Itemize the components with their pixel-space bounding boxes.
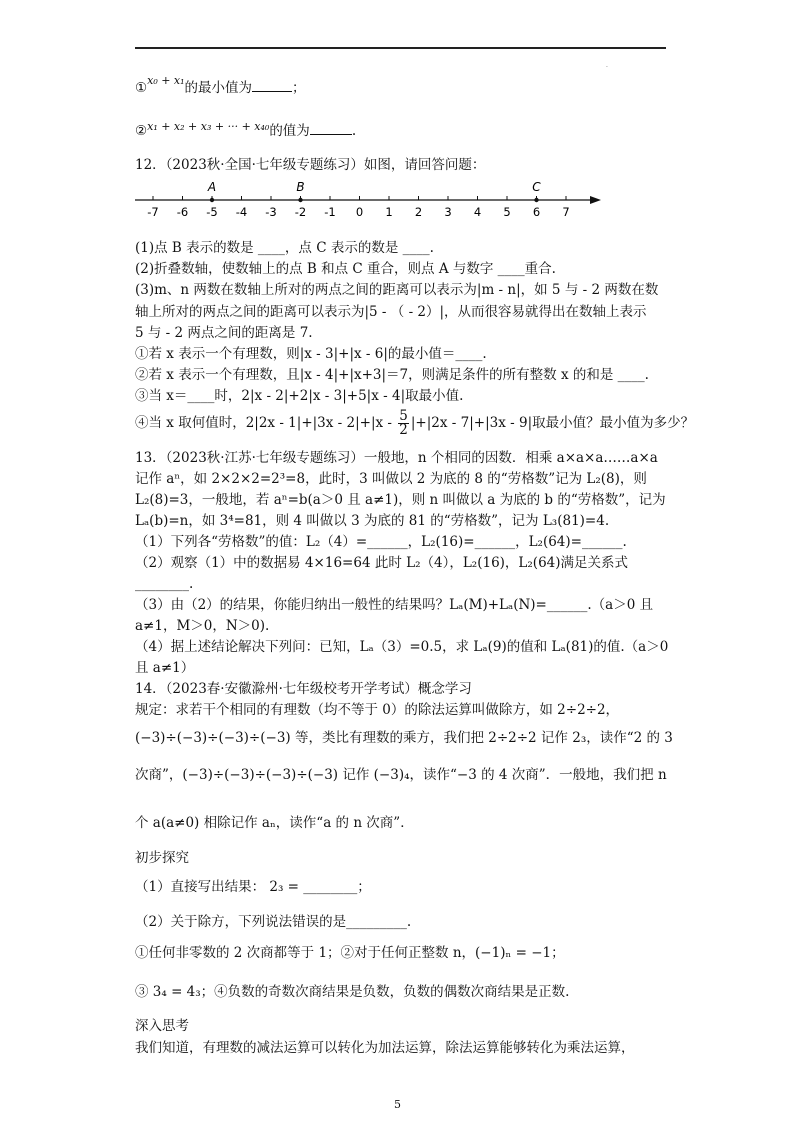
number-line-tick-label: 7 [562, 205, 570, 219]
number-line [135, 175, 605, 223]
q12-sub-2: ②若 x 表示一个有理数，且|x - 4|+|x+3|＝7，则满足条件的所有整数 x 的和是 ____. [135, 367, 649, 383]
q11-item-1-marker: ① [135, 80, 148, 96]
q12-part-2: (2)折叠数轴，使数轴上的点 B 和点 C 重合，则点 A 与数字 ____重合. [135, 261, 556, 277]
q11-item-2-blank[interactable] [310, 120, 352, 135]
q14-line-1: 14．（2023春·安徽滁州·七年级校考开学考试）概念学习 [135, 681, 472, 697]
q13-line-8: （3）由（2）的结果，你能归纳出一般性的结果吗？Lₐ(M)+Lₐ(N)=______.（a＞0 且 [135, 597, 654, 613]
number-line-point-label-a: A [207, 180, 217, 194]
q12-sub-1: ①若 x 表示一个有理数，则|x - 3|+|x - 6|的最小值＝____. [135, 346, 487, 362]
q11-item-2-end: . [351, 123, 357, 139]
q13-line-11: 且 a≠1） [135, 660, 195, 676]
q12-part-3-line-3: 5 与 - 2 两点之间的距离是 7. [135, 325, 313, 341]
q14-section-deep: 深入思考 [135, 1018, 189, 1034]
number-line-tick-label: -4 [235, 205, 248, 219]
q14-line-10: ③ 3₄ = 4₃；④负数的奇数次商结果是负数，负数的偶数次商结果是正数. [135, 984, 570, 1000]
number-line-tick-label: 2 [414, 205, 423, 219]
q12-header: 12．（2023秋·全国·七年级专题练习）如图，请回答问题： [135, 157, 486, 173]
q14-line-12: 我们知道，有理数的减法运算可以转化为加法运算，除法运算能够转化为乘法运算， [135, 1040, 635, 1056]
q11-item-2-text: 的值为 [269, 123, 310, 139]
q14-line-5: 个 a(a≠0) 相除记作 aₙ，读作“a 的 n 次商”． [135, 815, 414, 831]
q13-line-6: （2）观察（1）中的数据易 4×16=64 此时 L₂（4），L₂(16)，L₂(64)满足关系式 [135, 555, 629, 571]
number-line-tick-label: 1 [385, 205, 393, 219]
number-line-point-b [298, 198, 302, 202]
number-line-tick-label: 4 [473, 205, 482, 219]
q13-line-5: （1）下列各“劳格数”的值：L₂（4）=______，L₂(16)=______，L₂(64)=______. [135, 534, 627, 550]
q14-line-3: (−3)÷(−3)÷(−3)÷(−3) 等，类比有理数的乘方，我们把 2÷2÷2 记作 2₃，读作“2 的 3 [135, 730, 673, 746]
number-line-arrow [590, 196, 601, 204]
number-line-point-label-b: B [296, 180, 305, 194]
q12-part-1: (1)点 B 表示的数是 ____，点 C 表示的数是 ____. [135, 240, 434, 256]
q13-line-4: Lₐ(b)=n，如 3⁴=81，则 4 叫做以 3 为底的 81 的“劳格数”，记为 L₃(81)=4. [135, 513, 610, 529]
number-line-tick-label: -3 [265, 205, 277, 219]
q11-item-1-end: ； [292, 80, 306, 96]
q13-line-7: ________. [135, 576, 194, 592]
number-line-tick-label: 3 [444, 205, 452, 219]
q11-item-2-expression: x₁ + x₂ + x₃ + ··· + x₄₀ [147, 120, 270, 133]
q14-line-8: （2）关于除方，下列说法错误的是_________. [135, 914, 412, 930]
fraction-numerator: 5 [399, 408, 408, 424]
q11-item-1-blank[interactable] [252, 77, 292, 92]
q14-line-7: （1）直接写出结果： 2₃ = ________； [135, 879, 371, 895]
q13-line-3: L₂(8)=3，一般地，若 aⁿ=b(a＞0 且 a≠1)，则 n 叫做以 a 为底的 b 的“劳格数”，记为 [135, 492, 666, 508]
q12-part-3-line-2: 轴上所对的两点之间的距离可以表示为|5 - （ - 2）|，从而很容易就得出在数轴上表示 [135, 304, 647, 320]
number-line-tick-label: -2 [294, 205, 307, 219]
number-line-tick-label: 5 [503, 205, 511, 219]
q11-item-1-expression: x₀ + x₁ [147, 74, 185, 87]
q11-item-1 [135, 74, 306, 99]
q13-line-1: 13．（2023秋·江苏·七年级专题练习）一般地，n 个相同的因数．相乘 a×a×a……a×a [135, 450, 658, 466]
q14-line-2: 规定：求若干个相同的有理数（均不等于 0）的除法运算叫做除方，如 2÷2÷2， [135, 702, 620, 718]
q11-item-1-text: 的最小值为 [184, 80, 253, 96]
number-line-tick-label: -6 [176, 205, 189, 219]
q12-part-3-line-1: (3)m、n 两数在数轴上所对的两点之间的距离可以表示为|m - n|，如 5 与 - 2 两数在数 [135, 282, 659, 298]
q11-item-2 [135, 120, 356, 142]
number-line-point-c [534, 198, 538, 202]
fraction-denominator: 2 [399, 422, 408, 438]
q12-sub-4-text-after: |+|2x - 7|+|3x - 9|取最小值？最小值为多少？ [410, 415, 695, 431]
number-line-tick-label: -5 [206, 205, 218, 219]
fraction-five-halves [398, 410, 409, 437]
page-number: 5 [394, 1098, 401, 1111]
number-line-tick-label: -7 [147, 205, 159, 219]
number-line-point-label-c: C [532, 180, 541, 194]
q12-sub-3: ③当 x＝____时，2|x - 2|+2|x - 3|+5|x - 4|取最小值. [135, 388, 464, 404]
number-line-tick-label: -1 [324, 205, 336, 219]
q11-item-2-marker: ② [135, 123, 148, 139]
header-dot: . [606, 62, 608, 69]
number-line-tick-label: 0 [355, 205, 364, 219]
q13-line-2: 记作 aⁿ，如 2×2×2=2³=8，此时，3 叫做以 2 为底的 8 的“劳格数”记为 L₂(8)，则 [135, 471, 647, 487]
q13-line-10: （4）据上述结论解决下列问：已知，Lₐ（3）=0.5，求 Lₐ(9)的值和 Lₐ(81)的值.（a＞0 [135, 639, 669, 655]
q12-sub-4-text-before: ④当 x 取何值时，2|2x - 1|+|3x - 2|+|x - [135, 415, 397, 431]
header-rule [135, 47, 666, 49]
number-line-point-a [210, 198, 214, 202]
number-line-tick-label: 6 [532, 205, 541, 219]
q14-line-9: ①任何非零数的 2 次商都等于 1；②对于任何正整数 n，(−1)ₙ = −1； [135, 945, 565, 961]
q13-line-9: a≠1，M＞0，N＞0). [135, 618, 270, 634]
q14-line-4: 次商”，(−3)÷(−3)÷(−3)÷(−3) 记作 (−3)₄，读作“−3 的 4 次商”．一般地，我们把 n [135, 767, 667, 783]
q12-sub-4 [135, 410, 694, 437]
q14-section-initial: 初步探究 [135, 850, 189, 866]
